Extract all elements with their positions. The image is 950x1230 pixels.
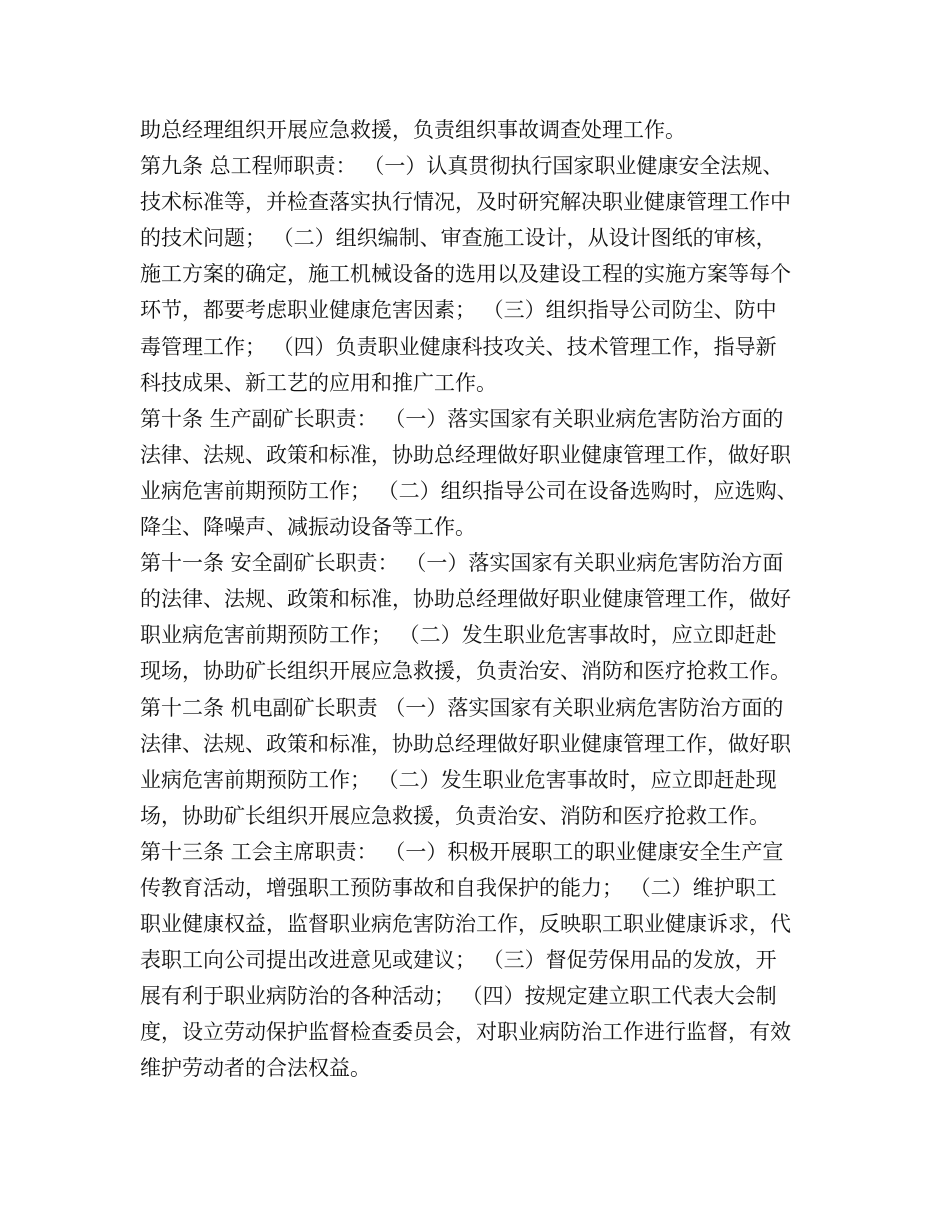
text-line: 环节，都要考虑职业健康危害因素； （三）组织指导公司防尘、防中 (140, 298, 777, 323)
text-line: 第十三条 工会主席职责： （一）积极开展职工的职业健康安全生产宣 (140, 839, 784, 864)
text-line: 施工方案的确定，施工机械设备的选用以及建设工程的实施方案等每个 (140, 262, 791, 287)
text-line: 度，设立劳动保护监督检查委员会，对职业病防治工作进行监督，有效 (140, 1020, 791, 1045)
text-line: 第十二条 机电副矿长职责 （一）落实国家有关职业病危害防治方面的 (140, 695, 784, 720)
text-line: 技术标准等，并检查落实执行情况，及时研究解决职业健康管理工作中 (140, 190, 791, 215)
text-line: 现场，协助矿长组织开展应急救援，负责治安、消防和医疗抢救工作。 (140, 659, 791, 684)
text-line: 降尘、降噪声、减振动设备等工作。 (140, 515, 476, 540)
text-line: 展有利于职业病防治的各种活动； （四）按规定建立职工代表大会制 (140, 984, 777, 1009)
text-line: 传教育活动，增强职工预防事故和自我保护的能力； （二）维护职工 (140, 875, 777, 900)
text-line: 法律、法规、政策和标准，协助总经理做好职业健康管理工作，做好职 (140, 442, 791, 467)
text-line: 法律、法规、政策和标准，协助总经理做好职业健康管理工作，做好职 (140, 731, 791, 756)
text-line: 维护劳动者的合法权益。 (140, 1056, 371, 1081)
text-line: 场，协助矿长组织开展应急救援，负责治安、消防和医疗抢救工作。 (140, 803, 770, 828)
text-line: 职业病危害前期预防工作； （二）发生职业危害事故时，应立即赶赴 (140, 623, 777, 648)
text-line: 毒管理工作； （四）负责职业健康科技攻关、技术管理工作，指导新 (140, 334, 777, 359)
text-line: 业病危害前期预防工作； （二）组织指导公司在设备选购时，应选购、 (140, 478, 798, 503)
document-body (140, 112, 840, 1087)
text-line: 第十条 生产副矿长职责： （一）落实国家有关职业病危害防治方面的 (140, 406, 784, 431)
text-line: 职业健康权益，监督职业病危害防治工作，反映职工职业健康诉求，代 (140, 912, 791, 937)
text-line: 的技术问题； （二）组织编制、审查施工设计，从设计图纸的审核， (140, 226, 777, 251)
text-line: 业病危害前期预防工作； （二）发生职业危害事故时，应立即赶赴现 (140, 767, 777, 792)
text-line: 助总经理组织开展应急救援，负责组织事故调查处理工作。 (140, 118, 686, 142)
text-line: 第十一条 安全副矿长职责： （一）落实国家有关职业病危害防治方面 (140, 551, 784, 576)
text-line: 表职工向公司提出改进意见或建议； （三）督促劳保用品的发放，开 (140, 948, 777, 973)
text-line: 科技成果、新工艺的应用和推广工作。 (140, 370, 497, 395)
text-line: 的法律、法规、政策和标准，协助总经理做好职业健康管理工作，做好 (140, 587, 791, 612)
text-line: 第九条 总工程师职责： （一）认真贯彻执行国家职业健康安全法规、 (140, 154, 784, 179)
